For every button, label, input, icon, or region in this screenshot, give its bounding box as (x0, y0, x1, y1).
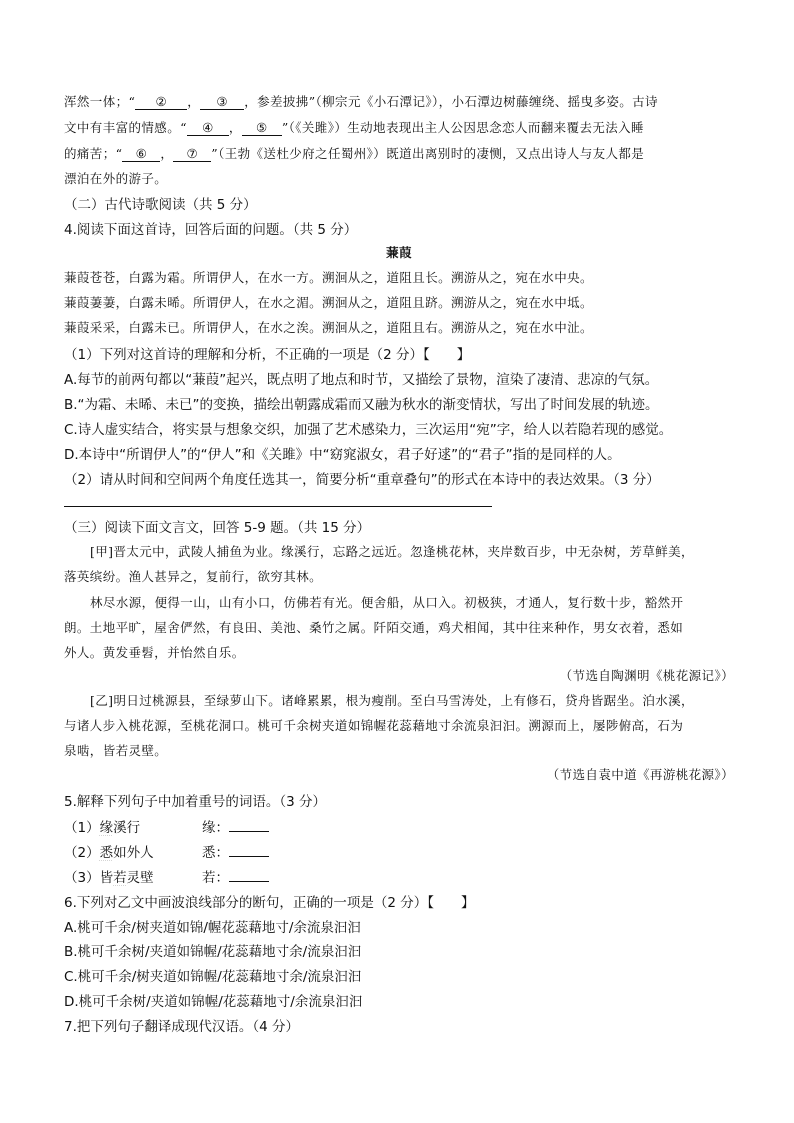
q4-1-option-b[interactable]: B.“为霜、未晞、未已”的变换，描绘出朝露成霜而又融为秋水的渐变情状，写出了时间发展的轨迹。 (64, 397, 659, 413)
q6-option-c[interactable]: C.桃可千余/树夹道如锦幄/花蕊藉地寸余/流泉汩汩 (64, 969, 362, 985)
q5-item-3 (64, 866, 734, 886)
q5-item-2 (64, 841, 734, 861)
poem-line-1: 蒹葭苍苍，白露为霜。所谓伊人，在水一方。溯洄从之，道阻且长。溯游从之，宛在水中央。 (64, 270, 593, 285)
poem-title: 蒹葭 (386, 245, 412, 260)
text: ”（《关雎》）生动地表现出主人公因思念恋人而翻来覆去无法入睡 (281, 120, 644, 135)
q4-1-option-a[interactable]: A.每节的前两句都以“蒹葭”起兴，既点明了地点和时节，又描绘了景物，渲染了凄清、悲凉的气氛。 (64, 372, 659, 388)
text: 。溯源而上，屡陟俯高，石为 (515, 718, 684, 733)
yi-source: （节选自袁中道《再游桃花源》） (546, 767, 734, 782)
blank-7[interactable]: ⑦ (173, 147, 211, 162)
q6-option-b[interactable]: B.桃可千余树/夹道如锦幄/花蕊藉地寸余/流泉汩汩 (64, 944, 362, 960)
answer-blank[interactable] (229, 819, 269, 832)
q5-item-1 (64, 816, 734, 836)
text: ， (160, 146, 174, 161)
yi-line-1: [乙]明日过桃源县，至绿萝山下。诸峰累累，根为瘦削。至白马雪涛处，上有修石，贷舟皆踞坐。泊水溪， (90, 693, 694, 708)
q4-1-option-c[interactable]: C.诗人虚实结合，将实景与想象交织，加强了艺术感染力，三次运用“宛”字，给人以若隐若现的感觉。 (64, 422, 673, 438)
blank-2[interactable]: ② (135, 95, 187, 110)
q6-option-a[interactable]: A.桃可千余/树夹道如锦/幄花蕊藉地寸/余流泉汩汩 (64, 920, 361, 936)
text: 与诸人步入桃花源，至桃花洞口。 (64, 718, 258, 733)
text: 的痛苦；“ (64, 146, 123, 161)
intro-line-2 (64, 118, 734, 136)
section2-title: （二）古代诗歌阅读（共 5 分） (64, 197, 257, 213)
q6-stem: 6.下列对乙文中画波浪线部分的断句，正确的一项是（2 分）【 】 (64, 895, 475, 911)
text: 文中有丰富的情感。“ (64, 120, 187, 135)
poem-line-3: 蒹葭采采，白露未已。所谓伊人，在水之涘。溯洄从之，道阻且右。溯游从之，宛在水中沚。 (64, 320, 593, 335)
label: 缘： (202, 820, 229, 836)
emphasized-word: 悉 (99, 845, 114, 861)
intro-line-3 (64, 144, 734, 162)
answer-blank[interactable] (229, 869, 269, 882)
text: ”（王勃《送杜少府之任蜀州》）既道出离别时的凄恻，又点出诗人与友人都是 (211, 146, 645, 161)
text: ， (228, 120, 242, 135)
q4-stem: 4.阅读下面这首诗，回答后面的问题。（共 5 分） (64, 222, 358, 238)
label: 悉： (202, 845, 229, 861)
jia-line-1: [甲]晋太元中，武陵人捕鱼为业。缘溪行，忘路之远近。忽逢桃花林，夹岸数百步，中无杂树，芳草鲜美， (90, 544, 694, 559)
jia-line-4: 朗。土地平旷，屋舍俨然，有良田、美池、桑竹之属。阡陌交通，鸡犬相闻，其中往来种作，男女衣着，悉如 (64, 620, 684, 635)
blank-6[interactable]: ⑥ (122, 147, 160, 162)
text: 溪行 (113, 820, 141, 836)
text: 浑然一体；“ (64, 94, 136, 109)
intro-line-4: 漂泊在外的游子。 (64, 171, 168, 186)
text: 灵壁 (126, 870, 154, 886)
jia-line-3: 林尽水源，便得一山，山有小口，仿佛若有光。便舍船，从口入。初极狭，才通人，复行数十步，豁然开 (90, 595, 684, 610)
yi-line-3: 泉啮，皆若灵壁。 (64, 743, 168, 758)
q4-1-stem: （1）下列对这首诗的理解和分析，不正确的一项是（2 分）【 】 (64, 347, 471, 363)
wavy-underlined-text: 桃可千余树夹道如锦幄花蕊藉地寸余流泉汩汩 (257, 718, 516, 733)
text: ， (187, 94, 201, 109)
blank-3[interactable]: ③ (200, 95, 244, 110)
q6-option-d[interactable]: D.桃可千余树/夹道如锦幄/花蕊藉地寸/余流泉汩汩 (64, 994, 363, 1010)
q4-1-option-d[interactable]: D.本诗中“所谓伊人”的“伊人”和《关雎》中“窈窕淑女，君子好逑”的“君子”指的是同样的人。 (64, 447, 621, 463)
text: （2） (64, 845, 100, 861)
label: 若： (202, 870, 229, 886)
text: ，参差披拂”（柳宗元《小石潭记》），小石潭边树藤缠绕、摇曳多姿。古诗 (244, 94, 658, 109)
emphasized-word: 缘 (99, 820, 114, 836)
q7-stem: 7.把下列句子翻译成现代汉语。（4 分） (64, 1019, 300, 1035)
jia-source: （节选自陶渊明《桃花源记》） (559, 668, 734, 683)
text: （3）皆 (64, 870, 114, 886)
poem-line-2: 蒹葭萋萋，白露未晞。所谓伊人，在水之湄。溯洄从之，道阻且跻。溯游从之，宛在水中坻。 (64, 295, 593, 310)
blank-4[interactable]: ④ (187, 121, 229, 136)
text: （1） (64, 820, 100, 836)
answer-line[interactable] (64, 506, 492, 507)
blank-5[interactable]: ⑤ (242, 121, 282, 136)
yi-line-2 (64, 716, 734, 734)
answer-blank[interactable] (229, 844, 269, 857)
intro-line-1 (64, 92, 734, 110)
section3-title: （三）阅读下面文言文，回答 5-9 题。（共 15 分） (64, 520, 371, 536)
q5-stem: 5.解释下列句子中加着重号的词语。（3 分） (64, 794, 327, 810)
q4-2-stem: （2）请从时间和空间两个角度任选其一，简要分析“重章叠句”的形式在本诗中的表达效果。（3 分） (64, 472, 660, 488)
emphasized-word: 若 (113, 870, 127, 886)
jia-line-5: 外人。黄发垂髫，并怡然自乐。 (64, 645, 245, 660)
jia-line-2: 落英缤纷。渔人甚异之，复前行，欲穷其林。 (64, 569, 323, 584)
text: 如外人 (113, 845, 154, 861)
